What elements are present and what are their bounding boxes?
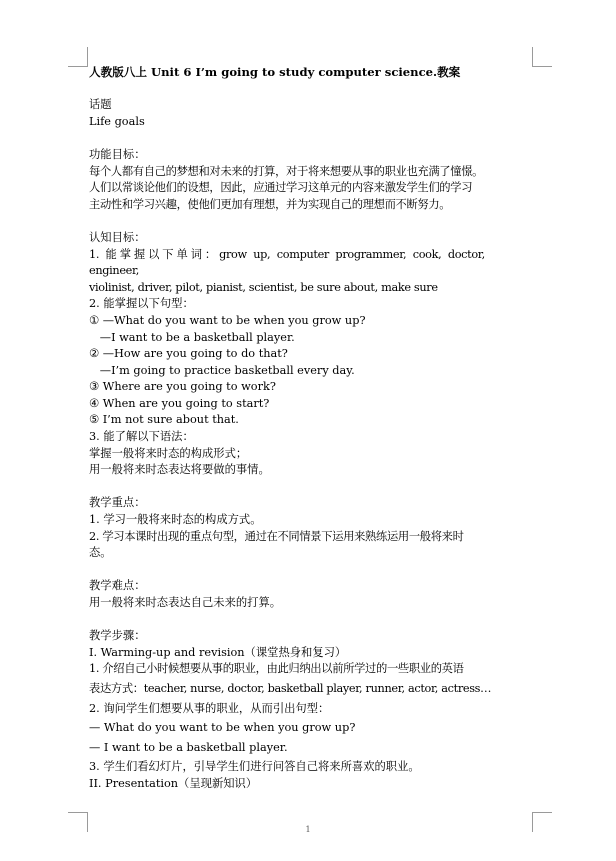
cognitive-line: ⑤ I’m not sure about that. — [89, 413, 239, 427]
steps-line: — I want to be a basketball player. — [89, 740, 288, 754]
function-line: 每个人都有自己的梦想和对未来的打算，对于将来想要从事的职业也充满了憧憬。 — [89, 164, 484, 178]
cognitive-line: 3. 能了解以下语法： — [89, 430, 194, 444]
cognitive-line: —I’m going to practice basketball every day. — [89, 363, 355, 377]
key-line: 1. 学习一般将来时态的构成方式。 — [89, 513, 262, 527]
topic-text: Life goals — [89, 114, 145, 128]
crop-mark-top-left — [68, 47, 88, 67]
steps-line: — What do you want to be when you grow up? — [89, 721, 356, 735]
document-body — [89, 64, 537, 793]
key-heading: 教学重点： — [89, 496, 146, 510]
topic-heading: 话题 — [89, 98, 112, 112]
steps-line: 表达方式：teacher, nurse, doctor, basketball player, runner, actor, actress… — [89, 681, 492, 695]
steps-heading: 教学步骤： — [89, 629, 146, 643]
cognitive-line: —I want to be a basketball player. — [89, 330, 295, 344]
document-title: 人教版八上 Unit 6 I’m going to study computer science.教案 — [89, 65, 461, 79]
cognitive-line: ① —What do you want to be when you grow up? — [89, 313, 366, 327]
key-line: 态。 — [89, 546, 112, 560]
cognitive-line: 掌握一般将来时态的构成形式； — [89, 446, 248, 460]
steps-line: 3. 学生们看幻灯片，引导学生们进行问答自己将来所喜欢的职业。 — [89, 760, 420, 774]
cognitive-line: 2. 能掌握以下句型： — [89, 297, 194, 311]
function-line: 主动性和学习兴趣，使他们更加有理想，并为实现自己的理想而不断努力。 — [89, 197, 451, 211]
steps-line: I. Warming-up and revision（课堂热身和复习） — [89, 645, 347, 659]
cognitive-line: violinist, driver, pilot, pianist, scientist, be sure about, make sure — [89, 280, 438, 294]
cognitive-heading: 认知目标： — [89, 230, 146, 244]
cognitive-line: 用一般将来时态表达将要做的事情。 — [89, 463, 270, 477]
function-heading: 功能目标： — [89, 147, 146, 161]
steps-line: 2. 询问学生们想要从事的职业，从而引出句型： — [89, 701, 330, 715]
page-number: 1 — [305, 825, 311, 834]
steps-line: 1. 介绍自己小时候想要从事的职业，由此归纳出以前所学过的一些职业的英语 — [89, 662, 464, 676]
difficulty-heading: 教学难点： — [89, 579, 146, 593]
cognitive-line: 1. 能 掌 握 以 下 单 词 ： grow up, computer programmer, cook, doctor, engineer, — [89, 247, 492, 278]
key-line: 2. 学习本课时出现的重点句型，通过在不同情景下运用来熟练运用一般将来时 — [89, 529, 464, 543]
cognitive-line: ④ When are you going to start? — [89, 396, 270, 410]
function-line: 人们以常谈论他们的设想，因此，应通过学习这单元的内容来激发学生们的学习 — [89, 181, 473, 195]
difficulty-line: 用一般将来时态表达自己未来的打算。 — [89, 596, 282, 609]
cognitive-line: ② —How are you going to do that? — [89, 347, 288, 361]
cognitive-line: ③ Where are you going to work? — [89, 380, 276, 394]
steps-line: II. Presentation（呈现新知识） — [89, 776, 258, 790]
